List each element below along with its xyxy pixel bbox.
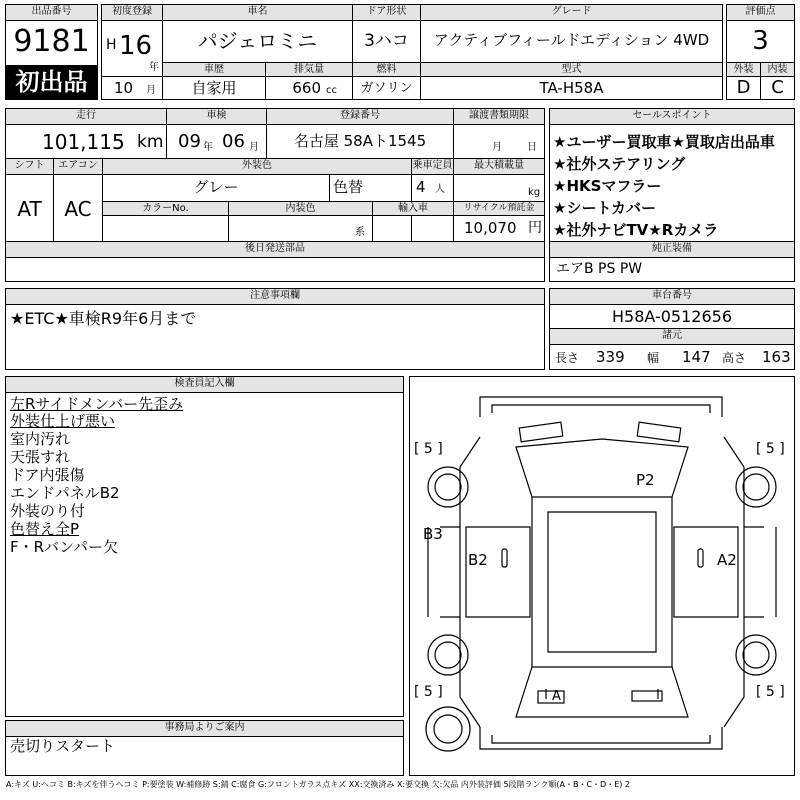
tire-fl-mark: [ 5 ]: [414, 441, 443, 457]
interior-color-cell: [228, 215, 373, 242]
first-reg-header: 初度登録: [101, 4, 163, 21]
color-no-cell: [102, 215, 229, 242]
grade-value: アクティブフィールドエディション 4WD: [433, 31, 710, 49]
sales-points-header: セールスポイント: [549, 108, 795, 125]
later-parts-header: 後日発送部品: [5, 241, 545, 258]
shift-value: AT: [17, 197, 42, 221]
first-reg-month: 10: [114, 79, 134, 97]
inspector-item-9: F・Rバンパー欠: [10, 538, 119, 556]
inspector-item-4: 天張すれ: [10, 448, 71, 466]
history-header: 車歴: [162, 62, 266, 77]
damage-roof-mark: P2: [636, 471, 655, 489]
score-header: 評価点: [726, 4, 795, 21]
lot-number: 9181: [13, 24, 90, 59]
mileage-value: 101,115: [42, 130, 125, 154]
later-parts-box: [5, 257, 545, 282]
sales-point-1: ★ユーザー買取車★買取店出品車: [553, 133, 775, 151]
inspector-item-5: ドア内張傷: [10, 466, 85, 484]
spec-length-label: 長さ: [555, 351, 580, 365]
interior-color-unit: 系: [355, 227, 365, 238]
equipment-header: 純正装備: [549, 241, 795, 258]
damage-right-door-mark: A2: [717, 551, 737, 569]
inspector-header: 検査員記入欄: [5, 376, 404, 393]
office-header: 事務局よりご案内: [5, 720, 404, 737]
aircon-header: エアコン: [53, 158, 103, 175]
spec-height-label: 高さ: [722, 351, 747, 365]
inspector-item-2: 外装仕上げ悪い: [10, 412, 116, 430]
max-load-unit: kg: [528, 187, 541, 198]
notes-header: 注意事項欄: [5, 288, 545, 305]
inspector-item-6: エンドパネルB2: [10, 484, 120, 502]
mileage-unit: km: [137, 132, 164, 152]
first-reg-year-unit: 年: [149, 62, 159, 73]
legend: A:キズ U:ヘコミ B:キズを伴うヘコミ P:要塗装 W:補修跡 S:錆 C:腐食 G:フロントガラス点キズ XX:交換済み X:要交換 欠:欠品 内外装評価 5段階ランク順(A・B・C・D・E) 2: [6, 780, 631, 789]
tire-fr-mark: [ 5 ]: [756, 441, 785, 457]
equipment-value: エアB PS PW: [556, 261, 643, 277]
exterior-grade-header: 外装: [726, 62, 761, 77]
transfer-header: 譲渡書類期限: [453, 108, 545, 125]
interior-color-header: 内装色: [228, 201, 373, 216]
shift-header: シフト: [5, 158, 54, 175]
fuel-header: 燃料: [352, 62, 421, 77]
mileage-header: 走行: [5, 108, 167, 125]
damage-left-door-mark: B2: [468, 551, 488, 569]
sales-point-4: ★シートカバー: [553, 199, 656, 217]
import-car-cell-2: [411, 215, 454, 242]
fuel-value: ガソリン: [360, 81, 413, 96]
score-value: 3: [752, 26, 769, 56]
specs-header: 諸元: [549, 328, 795, 345]
car-name: パジェロミニ: [197, 29, 318, 53]
first-listing-text: 初出品: [15, 68, 88, 96]
interior-grade-value: C: [771, 77, 784, 98]
first-reg-year: 16: [119, 31, 153, 61]
spec-height: 163: [762, 348, 791, 366]
spec-length: 339: [596, 348, 625, 366]
aircon-value: AC: [64, 197, 92, 221]
sales-point-5: ★社外ナビTV★Rカメラ: [553, 221, 719, 239]
color-no-header: カラーNo.: [102, 201, 229, 216]
interior-grade-header: 内装: [760, 62, 795, 77]
repaint-label: 色替: [333, 178, 364, 196]
spec-width: 147: [682, 348, 711, 366]
inspection-header: 車検: [166, 108, 267, 125]
inspector-item-1: 左Rサイドメンバー先歪み: [10, 395, 184, 413]
recycle-header: リサイクル預託金: [453, 201, 545, 216]
notes-value: ★ETC★車検R9年6月まで: [10, 309, 197, 328]
inspector-item-7: 外装のり付: [10, 502, 86, 520]
exterior-color-value: グレー: [193, 178, 239, 196]
model-header: 型式: [420, 62, 723, 77]
inspector-item-8: 色替え全P: [10, 520, 80, 538]
grade-header: グレード: [420, 4, 723, 21]
damage-rear-mark: A: [552, 689, 561, 704]
import-car-cell: [372, 215, 412, 242]
sales-point-3: ★HKSマフラー: [553, 177, 662, 195]
recycle-unit: 円: [528, 220, 542, 236]
inspection-year-unit: 年: [203, 142, 213, 153]
door-header: ドア形状: [352, 4, 421, 21]
capacity-unit: 人: [435, 184, 445, 195]
plate-header: 登録番号: [266, 108, 454, 125]
capacity-header: 乗車定員: [411, 158, 454, 175]
chassis-value: H58A-0512656: [611, 307, 732, 326]
recycle-value: 10,070: [464, 219, 517, 237]
exterior-grade-value: D: [736, 77, 751, 98]
inspection-month-unit: 月: [249, 142, 259, 153]
displacement-unit: cc: [326, 85, 337, 96]
lot-number-header: 出品番号: [5, 4, 98, 21]
car-diagram: [409, 376, 795, 776]
specs-box: [549, 344, 795, 370]
car-name-header: 車名: [162, 4, 353, 21]
displacement-header: 排気量: [265, 62, 353, 77]
history-value: 自家用: [191, 79, 237, 97]
inspector-item-3: 室内汚れ: [10, 430, 71, 448]
plate-value: 名古屋 58Aト1545: [293, 132, 427, 150]
first-reg-month-unit: 月: [146, 85, 156, 96]
displacement-value: 660: [292, 79, 321, 97]
transfer-day-unit: 日: [527, 142, 537, 153]
first-reg-era: H: [106, 37, 117, 53]
inspection-month: 06: [222, 131, 245, 152]
office-value: 売切りスタート: [10, 737, 116, 755]
transfer-month-unit: 月: [492, 142, 502, 153]
chassis-header: 車台番号: [549, 288, 795, 305]
import-car-header: 輸入車: [372, 201, 454, 216]
damage-left-mark: B3: [423, 525, 443, 543]
max-load-header: 最大積載量: [453, 158, 545, 175]
capacity-value: 4: [416, 178, 426, 196]
tire-rr-mark: [ 5 ]: [756, 684, 785, 700]
tire-rl-mark: [ 5 ]: [414, 684, 443, 700]
sales-point-2: ★社外ステアリング: [553, 155, 686, 173]
door-type: 3ハコ: [364, 31, 409, 51]
spec-width-label: 幅: [647, 351, 660, 365]
model-value: TA-H58A: [539, 79, 604, 97]
inspection-year: 09: [178, 131, 201, 152]
exterior-color-header: 外装色: [102, 158, 412, 175]
